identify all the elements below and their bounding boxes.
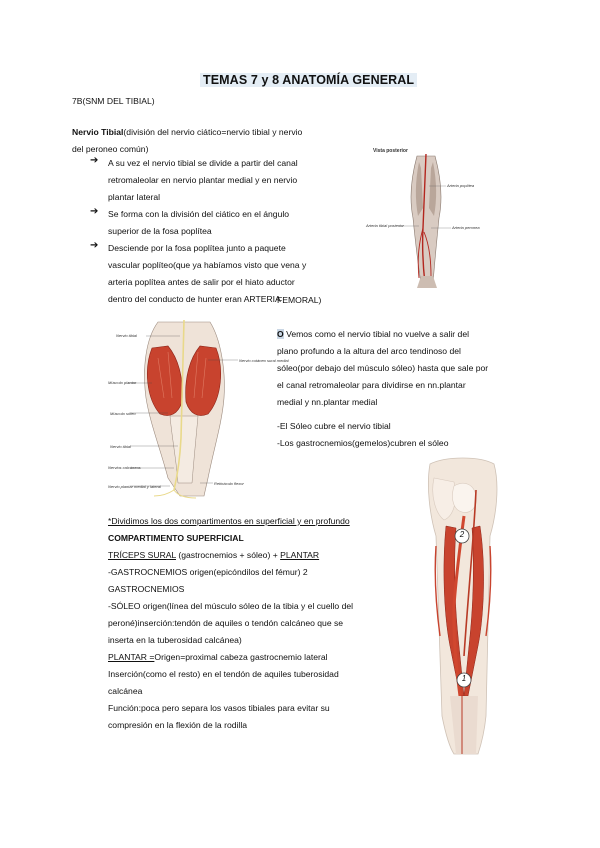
bullet-list bbox=[90, 155, 307, 308]
bullet-item bbox=[90, 155, 306, 206]
section-tag: 7B(SNM DEL TIBIAL) bbox=[72, 96, 155, 106]
bullet-line: plantar lateral bbox=[108, 192, 161, 202]
figure-muscle-diagram bbox=[420, 456, 505, 756]
bullet-line: arteria poplítea antes de salir por el hiato aductor bbox=[108, 277, 295, 287]
nervio-line2: del peroneo común) bbox=[72, 144, 149, 154]
bullet-line: vascular poplíteo(que ya habíamos visto que vena y bbox=[108, 260, 307, 270]
compartment-line: -SÓLEO origen(línea del músculo sóleo de la tibia y el cuello del bbox=[108, 601, 354, 611]
figure-tibial-nerve bbox=[108, 318, 289, 503]
vemos-paragraph bbox=[277, 326, 488, 411]
vemos-line: sóleo(por debajo del músculo sóleo) hasta que sale por bbox=[277, 363, 489, 373]
vemos-line: plano profundo a la altura del arco tendinoso del bbox=[277, 346, 461, 356]
compartment-line: compresión en la flexión de la rodilla bbox=[108, 720, 248, 730]
paragraph-marker: O bbox=[277, 329, 284, 339]
arrow-icon: ➔ bbox=[90, 240, 99, 251]
compartments-section bbox=[108, 513, 353, 734]
figure-caption: Vista posterior bbox=[373, 148, 408, 154]
bullet-line: A su vez el nervio tibial se divide a partir del canal bbox=[108, 158, 298, 168]
nervio-heading-line bbox=[72, 124, 302, 141]
leg-muscle-illustration bbox=[420, 456, 505, 756]
nervio-heading-rest: (división del nervio ciático=nervio tibial y nervio bbox=[123, 127, 303, 137]
compartments-heading: COMPARTIMENTO SUPERFICIAL bbox=[108, 533, 244, 543]
posterior-leg-illustration bbox=[371, 148, 483, 290]
bullet-line: superior de la fosa poplítea bbox=[108, 226, 212, 236]
figure-marker: 2 bbox=[459, 530, 465, 539]
note-line: -El Sóleo cubre el nervio tibial bbox=[277, 421, 391, 431]
compartment-line: -GASTROCNEMIOS origen(epicóndilos del fémur) 2 bbox=[108, 567, 308, 577]
plantar-def-line: PLANTAR =Origen=proximal cabeza gastrocnemio lateral bbox=[108, 652, 328, 662]
figure-label: Nervio cutáneo sural medial bbox=[239, 358, 289, 363]
page-title: TEMAS 7 y 8 ANATOMÍA GENERAL bbox=[200, 73, 417, 87]
figure-label: Músculo plantar bbox=[108, 380, 137, 385]
compartment-line: GASTROCNEMIOS bbox=[108, 584, 185, 594]
bullet-line: retromaleolar en nervio plantar medial y en nervio bbox=[108, 175, 298, 185]
femoral-text: FEMORAL) bbox=[277, 295, 322, 305]
figure-posterior-view bbox=[366, 148, 483, 290]
triceps-line: TRÍCEPS SURAL (gastrocnemios + sóleo) + PLANTAR bbox=[108, 550, 320, 560]
soleo-notes bbox=[277, 418, 448, 452]
bullet-line: Se forma con la división del ciático en el ángulo bbox=[108, 209, 290, 219]
figure-label: Músculo sóleo bbox=[110, 411, 136, 416]
compartment-line: inserta en la tuberosidad calcánea) bbox=[108, 635, 242, 645]
bullet-line: dentro del conducto de hunter eran ARTERIA bbox=[108, 294, 281, 304]
figure-marker: 1 bbox=[461, 674, 467, 683]
figure-label: Nervio tibial bbox=[110, 444, 131, 449]
figure-label: Nervio tibial bbox=[116, 333, 137, 338]
figure-label: Nervios calcáneos bbox=[108, 465, 141, 470]
compartment-line: calcánea bbox=[108, 686, 143, 696]
vemos-line: el canal retromaleolar para dividirse en nn.plantar bbox=[277, 380, 466, 390]
note-line: -Los gastrocnemios(gemelos)cubren el sóleo bbox=[277, 438, 449, 448]
figure-label: Retináculo flexor bbox=[214, 481, 244, 486]
figure-label: Arteria peronea bbox=[452, 225, 480, 230]
bullet-item bbox=[90, 206, 306, 240]
vemos-line: medial y nn.plantar medial bbox=[277, 397, 378, 407]
compartment-line: peroné)inserción:tendón de aquiles o tendón calcáneo que se bbox=[108, 618, 344, 628]
compartment-line: Función:poca pero separa los vasos tibiales para evitar su bbox=[108, 703, 330, 713]
arrow-icon: ➔ bbox=[90, 155, 99, 166]
vemos-line: O Vemos como el nervio tibial no vuelve a salir del bbox=[277, 329, 470, 339]
arrow-icon: ➔ bbox=[90, 206, 99, 217]
figure-label: Arteria poplítea bbox=[447, 183, 475, 188]
compartment-line: Inserción(como el resto) en el tendón de aquiles tuberosidad bbox=[108, 669, 339, 679]
nervio-heading: Nervio Tibial bbox=[72, 127, 124, 137]
compartments-intro: *Dividimos los dos compartimentos en superficial y en profundo bbox=[108, 516, 350, 526]
bullet-line: Desciende por la fosa poplítea junto a paquete bbox=[108, 243, 286, 253]
figure-label: Nervio plantar medial y lateral bbox=[108, 484, 161, 489]
figure-label: Arteria tibial posterior bbox=[366, 223, 404, 228]
